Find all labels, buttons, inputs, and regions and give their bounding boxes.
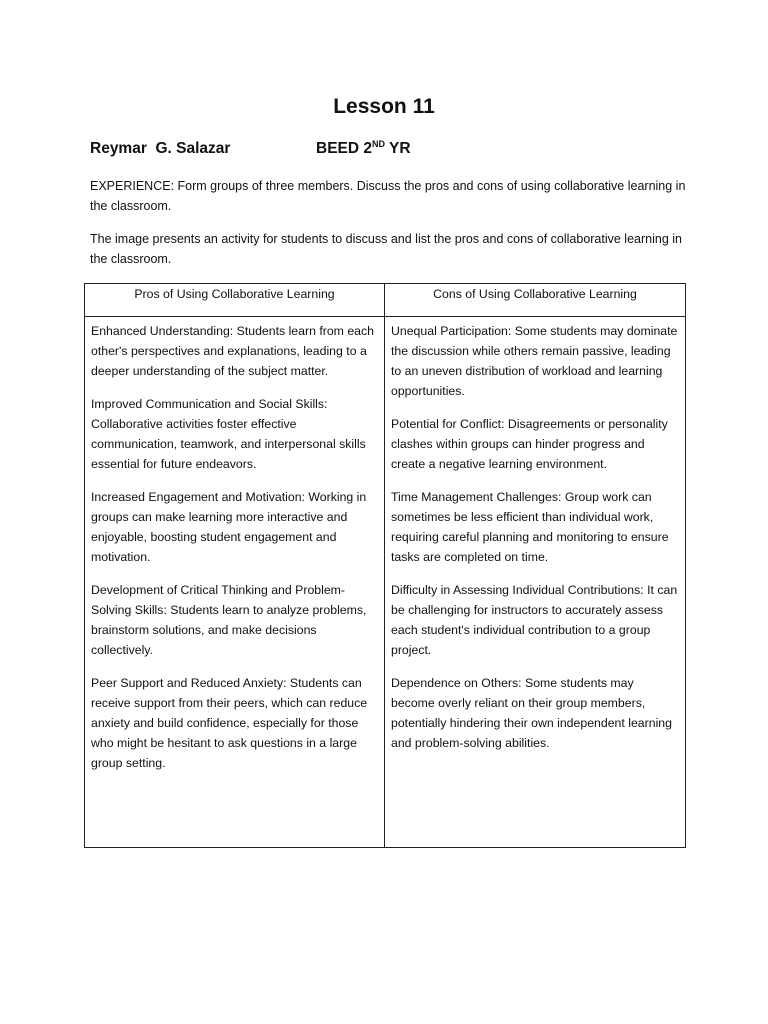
course-year — [316, 140, 411, 158]
table-header-row — [85, 284, 686, 317]
pros-item: Improved Communication and Social Skills: Collaborative activities foster effective communication, teamwork, and interpersonal skills essential for future endeavors. — [91, 397, 366, 471]
lesson-title: Lesson 11 — [333, 95, 435, 118]
description-paragraph: The image presents an activity for students to discuss and list the pros and cons of collaborative learning in the classroom. — [90, 232, 682, 266]
pros-cons-table — [84, 283, 686, 848]
course-suffix: YR — [385, 140, 411, 157]
cons-item: Dependence on Others: Some students may become overly reliant on their group members, potentially hindering their own independent learning and problem-solving abilities. — [391, 676, 672, 750]
course-ordinal-superscript: ND — [372, 139, 385, 149]
table-row — [85, 317, 686, 848]
course-prefix: BEED 2 — [316, 140, 372, 157]
cons-item: Time Management Challenges: Group work can sometimes be less efficient than individual work, requiring careful planning and monitoring to ensure tasks are completed on time. — [391, 490, 669, 564]
pros-item: Peer Support and Reduced Anxiety: Students can receive support from their peers, which can reduce anxiety and build confidence, especially for those who might be hesitant to ask questions in a large group setting. — [91, 676, 368, 770]
cons-header: Cons of Using Collaborative Learning — [385, 284, 686, 317]
experience-paragraph: EXPERIENCE: Form groups of three members. Discuss the pros and cons of using collaborative learning in the classroom. — [90, 179, 686, 213]
pros-item: Increased Engagement and Motivation: Working in groups can make learning more interactive and enjoyable, boosting student engagement and motivation. — [91, 490, 367, 564]
student-info-line — [90, 140, 690, 162]
pros-item: Enhanced Understanding: Students learn from each other's perspectives and explanations, leading to a deeper understanding of the subject matter. — [91, 324, 375, 378]
pros-item: Development of Critical Thinking and Problem-Solving Skills: Students learn to analyze problems, brainstorm solutions, and make decisions collectively. — [91, 583, 367, 657]
student-name: Reymar G. Salazar — [90, 140, 231, 157]
cons-item: Potential for Conflict: Disagreements or personality clashes within groups can hinder progress and create a negative learning environment. — [391, 417, 668, 471]
pros-header: Pros of Using Collaborative Learning — [85, 284, 385, 317]
cons-item: Unequal Participation: Some students may dominate the discussion while others remain passive, leading to an uneven distribution of workload and learning opportunities. — [391, 324, 678, 398]
cons-item: Difficulty in Assessing Individual Contributions: It can be challenging for instructors to accurately assess each student's individual contribution to a group project. — [391, 583, 678, 657]
cons-column — [385, 317, 686, 848]
pros-column — [85, 317, 385, 848]
